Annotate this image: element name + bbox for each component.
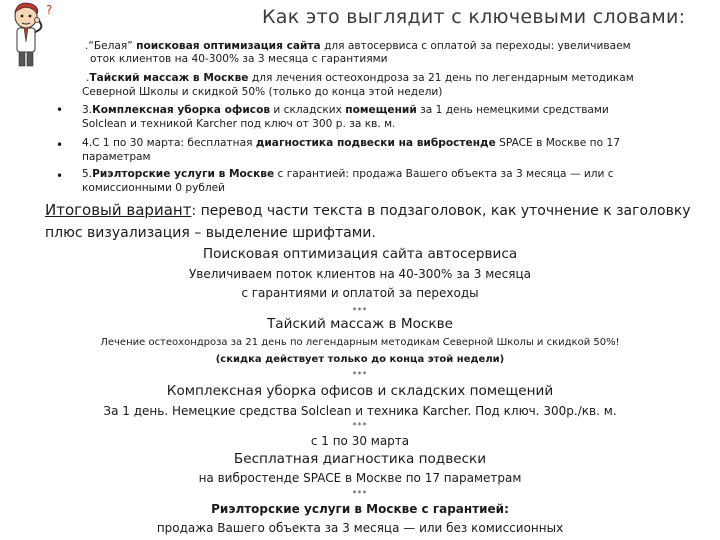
slide-title: Как это выглядит с ключевыми словами: — [262, 6, 686, 28]
keyword-item-2-line1: .Тайский массаж в Москве для лечения остеохондроза за 21 день по легендарным методикам — [86, 72, 634, 84]
keyword-item-5-line1: 5.Риэлторские услуги в Москве с гарантией: продажа Вашего объекта за 3 месяца — или с — [82, 168, 614, 180]
keyword-item-3-line2: Solclean и техникой Karcher под ключ от 300 р. за кв. м. — [82, 118, 396, 130]
keyword-item-3-line1: 3.Комплексная уборка офисов и складских помещений за 1 день немецкими средствами — [82, 104, 609, 116]
separator: *** — [352, 421, 368, 430]
separator: *** — [352, 489, 368, 498]
final-variant-text: : перевод части текста в подзаголовок, как уточнение к заголовку плюс визуализация – выделение шрифтами. — [45, 203, 691, 241]
block-2-line-2: (скидка действует только до конца этой недели) — [215, 354, 505, 365]
final-variant-paragraph — [45, 199, 715, 244]
keyword-item-2-line2: Северной Школы и скидкой 50% (только до конца этой недели) — [82, 86, 443, 98]
block-3-heading: Комплексная уборка офисов и складских помещений — [166, 383, 554, 399]
block-4-pre: с 1 по 30 марта — [310, 434, 410, 448]
block-4-line-1: на вибростенде SPACE в Москве по 17 параметрам — [198, 471, 522, 485]
thinking-man-clipart-icon — [2, 2, 58, 70]
keyword-item-1-line2: оток клиентов на 40-300% за 3 месяца с гарантиями — [90, 53, 388, 65]
block-3-line-1: За 1 день. Немецкие средства Solclean и техника Karcher. Под ключ. 300р./кв. м. — [103, 404, 617, 418]
block-2-line-1: Лечение остеохондроза за 21 день по легендарным методикам Северной Школы и скидкой 50%! — [100, 337, 620, 348]
block-1-heading: Поисковая оптимизация сайта автосервиса — [202, 246, 518, 262]
block-5-line-1: продажа Вашего объекта за 3 месяца — или без комиссионных — [156, 521, 564, 535]
keyword-item-1-line1: .“Белая” поисковая оптимизация сайта для автосервиса с оплатой за переходы: увеличиваем — [85, 40, 631, 52]
separator: *** — [352, 306, 368, 315]
block-2-heading: Тайский массаж в Москве — [266, 316, 453, 332]
block-4-heading: Бесплатная диагностика подвески — [233, 451, 487, 467]
keyword-item-5-line2: комиссионными 0 рублей — [82, 182, 226, 194]
bullet-icon: • — [56, 103, 64, 117]
block-5-heading: Риэлторские услуги в Москве с гарантией: — [211, 502, 509, 516]
block-1-line-2: с гарантиями и оплатой за переходы — [241, 286, 479, 300]
block-1-line-1: Увеличиваем поток клиентов на 40-300% за 3 месяца — [188, 267, 532, 281]
bullet-icon: • — [56, 138, 64, 152]
svg-text:?: ? — [46, 3, 53, 17]
keyword-item-4-line2: параметрам — [82, 151, 151, 163]
bullet-icon: • — [56, 169, 64, 183]
keyword-item-4-line1: 4.С 1 по 30 марта: бесплатная диагностика подвески на вибростенде SPACE в Москве по 17 — [82, 137, 620, 149]
final-variant-highlight: Итоговый вариант — [45, 201, 192, 219]
separator: *** — [352, 370, 368, 379]
